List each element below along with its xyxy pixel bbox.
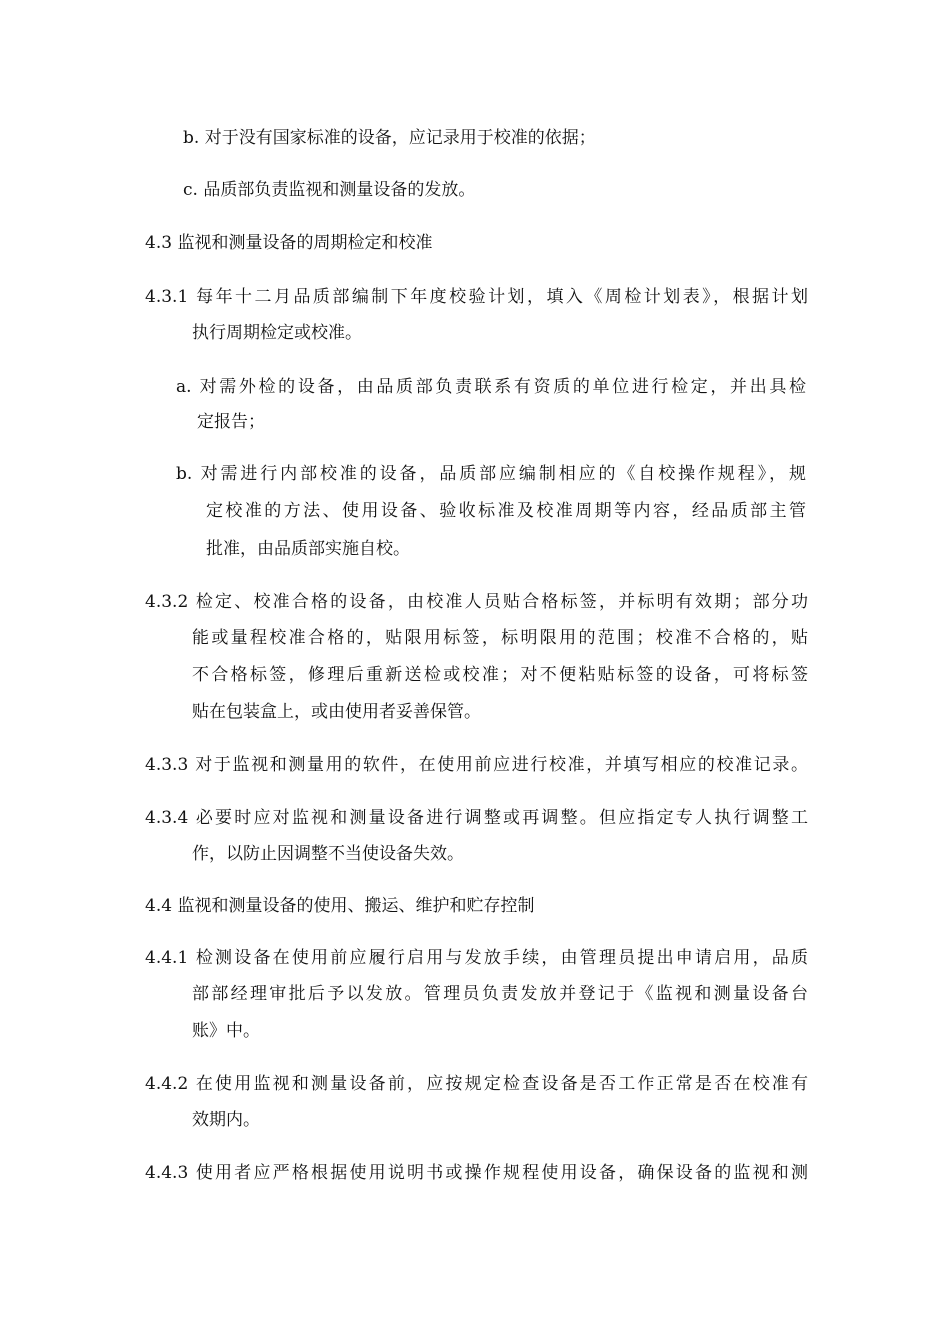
list-item-b: b. 对于没有国家标准的设备，应记录用于校准的依据； xyxy=(183,128,596,148)
paragraph-4-3-2-line-3: 不合格标签，修理后重新送检或校准；对不便粘贴标签的设备，可将标签 xyxy=(192,665,808,685)
paragraph-4-3-1-line-2: 执行周期检定或校准。 xyxy=(192,323,362,343)
paragraph-4-4-1-line-3: 账》中。 xyxy=(192,1021,260,1041)
paragraph-4-3-1-line-1: 4.3.1 每年十二月品质部编制下年度校验计划，填入《周检计划表》，根据计划 xyxy=(145,287,808,307)
paragraph-4-4-2-line-2: 效期内。 xyxy=(192,1110,260,1130)
list-item-c: c. 品质部负责监视和测量设备的发放。 xyxy=(183,180,476,200)
list-item-b2-line-1: b. 对需进行内部校准的设备，品质部应编制相应的《自校操作规程》，规 xyxy=(176,464,806,484)
paragraph-4-3-2-line-2: 能或量程校准合格的，贴限用标签，标明限用的范围；校准不合格的，贴 xyxy=(192,628,808,648)
paragraph-4-4-1-line-2: 部部经理审批后予以发放。管理员负责发放并登记于《监视和测量设备台 xyxy=(192,984,808,1004)
paragraph-4-4-1-line-1: 4.4.1 检测设备在使用前应履行启用与发放手续，由管理员提出申请启用，品质 xyxy=(145,948,808,968)
paragraph-4-3-4-line-1: 4.3.4 必要时应对监视和测量设备进行调整或再调整。但应指定专人执行调整工 xyxy=(145,808,808,828)
paragraph-4-3-2-line-4: 贴在包装盒上，或由使用者妥善保管。 xyxy=(192,702,481,722)
list-item-b2-line-2: 定校准的方法、使用设备、验收标准及校准周期等内容，经品质部主管 xyxy=(206,501,806,521)
list-item-a-line-1: a. 对需外检的设备，由品质部负责联系有资质的单位进行检定，并出具检 xyxy=(176,377,806,397)
list-item-a-line-2: 定报告； xyxy=(197,412,265,432)
paragraph-4-3-4-line-2: 作，以防止因调整不当使设备失效。 xyxy=(192,844,464,864)
section-heading-4-4: 4.4 监视和测量设备的使用、搬运、维护和贮存控制 xyxy=(145,896,535,916)
paragraph-4-3-3: 4.3.3 对于监视和测量用的软件，在使用前应进行校准，并填写相应的校准记录。 xyxy=(145,755,808,775)
paragraph-4-4-2-line-1: 4.4.2 在使用监视和测量设备前，应按规定检查设备是否工作正常是否在校准有 xyxy=(145,1074,808,1094)
section-heading-4-3: 4.3 监视和测量设备的周期检定和校准 xyxy=(145,233,433,253)
paragraph-4-3-2-line-1: 4.3.2 检定、校准合格的设备，由校准人员贴合格标签，并标明有效期；部分功 xyxy=(145,592,808,612)
paragraph-4-4-3-line-1: 4.4.3 使用者应严格根据使用说明书或操作规程使用设备，确保设备的监视和测 xyxy=(145,1163,808,1183)
list-item-b2-line-3: 批准，由品质部实施自校。 xyxy=(206,539,410,559)
